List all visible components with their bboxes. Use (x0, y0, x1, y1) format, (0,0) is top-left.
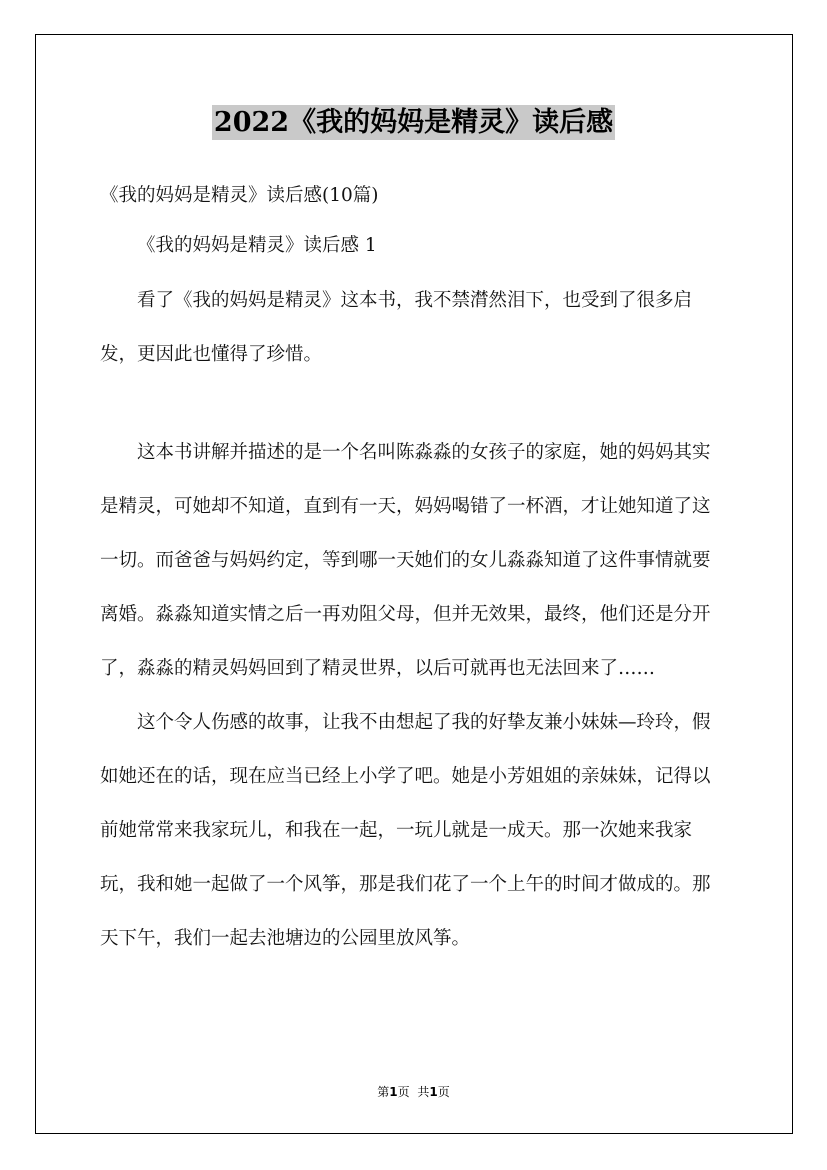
document-subtitle: 《我的妈妈是精灵》读后感(10篇) (100, 185, 379, 206)
footer-page-suffix: 页 (397, 1085, 410, 1099)
section-heading: 《我的妈妈是精灵》读后感 1 (137, 235, 377, 256)
paragraph-2: 这本书讲解并描述的是一个名叫陈淼淼的女孩子的家庭，她的妈妈其实是精灵，可她却不知道，直到有一天，妈妈喝错了一杯酒，才让她知道了这一切。而爸爸与妈妈约定，等到哪一天她们的女儿淼淼知道了这件事情就要离婚。淼淼知道实情之后一再劝阻父母，但并无效果，最终，他们还是分开了，淼淼的精灵妈妈回到了精灵世界，以后可就再也无法回来了…… (100, 442, 711, 679)
paragraph-3: 这个令人伤感的故事，让我不由想起了我的好挚友兼小妹妹—玲玲，假如她还在的话，现在应当已经上小学了吧。她是小芳姐姐的亲妹妹，记得以前她常常来我家玩儿，和我在一起，一玩儿就是一成天。那一次她来我家玩，我和她一起做了一个风筝，那是我们花了一个上午的时间才做成的。那天下午，我们一起去池塘边的公园里放风筝。 (100, 712, 711, 949)
footer-total-prefix: 共 (417, 1085, 430, 1099)
paragraph-gap (100, 382, 728, 426)
footer-page-prefix: 第 (377, 1085, 390, 1099)
paragraph-1: 看了《我的妈妈是精灵》这本书，我不禁潸然泪下，也受到了很多启发，更因此也懂得了珍惜。 (100, 290, 693, 365)
footer-total-number: 1 (429, 1085, 438, 1099)
document-title: 2022《我的妈妈是精灵》读后感 (213, 107, 614, 138)
footer-page-number: 1 (389, 1085, 398, 1099)
document-title-container (0, 100, 827, 139)
page-footer (0, 1083, 827, 1100)
footer-total-suffix: 页 (437, 1085, 450, 1099)
document-body (100, 174, 728, 966)
